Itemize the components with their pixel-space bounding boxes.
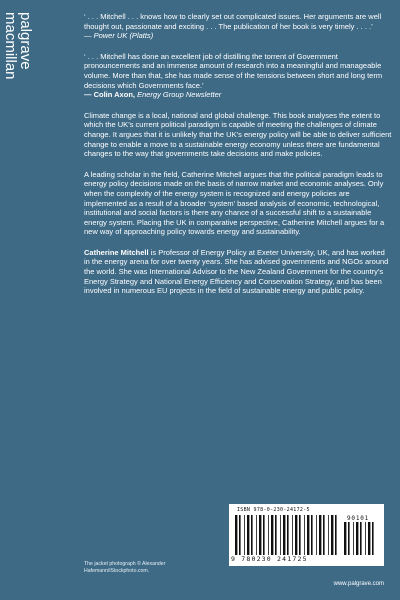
barcode-bars [235,515,339,555]
attribution-dash: — [84,90,94,100]
barcode-addon-bars [344,522,378,555]
publisher-logo [4,6,44,116]
author-name: Catherine Mitchell [84,247,149,257]
isbn-digits: 9 780230 241725 [231,555,308,563]
review-quote-text: ‘ . . . Mitchell has done an excellent job of distilling the torrent of Government pronouncements and an immense amount of research into a meaningful and manageable volume. More than that, she has made sense of the tensions between short and long term decisions which Governments face.’ [84,51,383,90]
review-attribution [84,90,392,100]
logo-line-2: macmillan [2,12,19,80]
description-paragraph: Climate change is a local, national and global challenge. This book analyses the extent to which the UK’s current political paradigm is capable of meeting the challenges of climate change. It argues that it is unlikely that the UK’s energy policy will be able to deliver sufficient change to enable a move to a sustainable energy economy unless there are fundamental changes to the way that governments take decisions and make policies. [84,110,392,159]
barcode-addon-number: 90101 [347,515,370,522]
review-quote [84,52,392,100]
publisher-logo-text [4,6,44,116]
back-cover-text [84,12,392,307]
publisher-website-link[interactable]: www.palgrave.com [333,581,384,587]
author-bio-text: is Professor of Energy Policy at Exeter University, UK, and has worked in the energy arena for over twenty years. She has advised governments and NGOs around the world. She was International Advisor to the New Zealand Government for the country’s Energy Strategy and National Energy Efficiency and Conservation Strategy, and has been involved in numerous EU projects in the field of sustainable energy and public policy. [84,247,389,296]
review-attribution [84,31,392,41]
attribution-name: Colin Axon, [93,90,138,100]
attribution-source: Energy Group Newsletter [137,90,222,100]
attribution-source: Power UK (Platts) [93,31,154,41]
review-quote-text: ‘ . . . Mitchell . . . knows how to clearly set out complicated issues. Her arguments are well thought out, passionate and exciting . . . The publication of her book is very timely . . . .’ [84,12,382,31]
description-paragraph: A leading scholar in the field, Catherine Mitchell argues that the political paradigm leads to energy policy decisions made on the basis of narrow market and economic analyses. Only when the complexity of the energy system is recognized and energy policies are implemented as a result of a broader ‘system’ based analysis of economic, technological, institutional and social factors is there any chance of a successful shift to a sustainable energy system. Placing the UK in comparative perspective, Catherine Mitchell argues for a new way of approaching policy towards energy and sustainability. [84,169,385,237]
isbn-label: ISBN 978-0-230-24172-5 [237,507,310,513]
attribution-dash: — [84,31,94,41]
isbn-barcode [229,504,384,566]
logo-line-1: palgrave [17,12,34,70]
review-quote [84,12,392,41]
jacket-photo-credit: The jacket photograph © Alexander Hafemann/iStockphoto.com. [84,561,166,574]
author-bio [84,248,392,296]
